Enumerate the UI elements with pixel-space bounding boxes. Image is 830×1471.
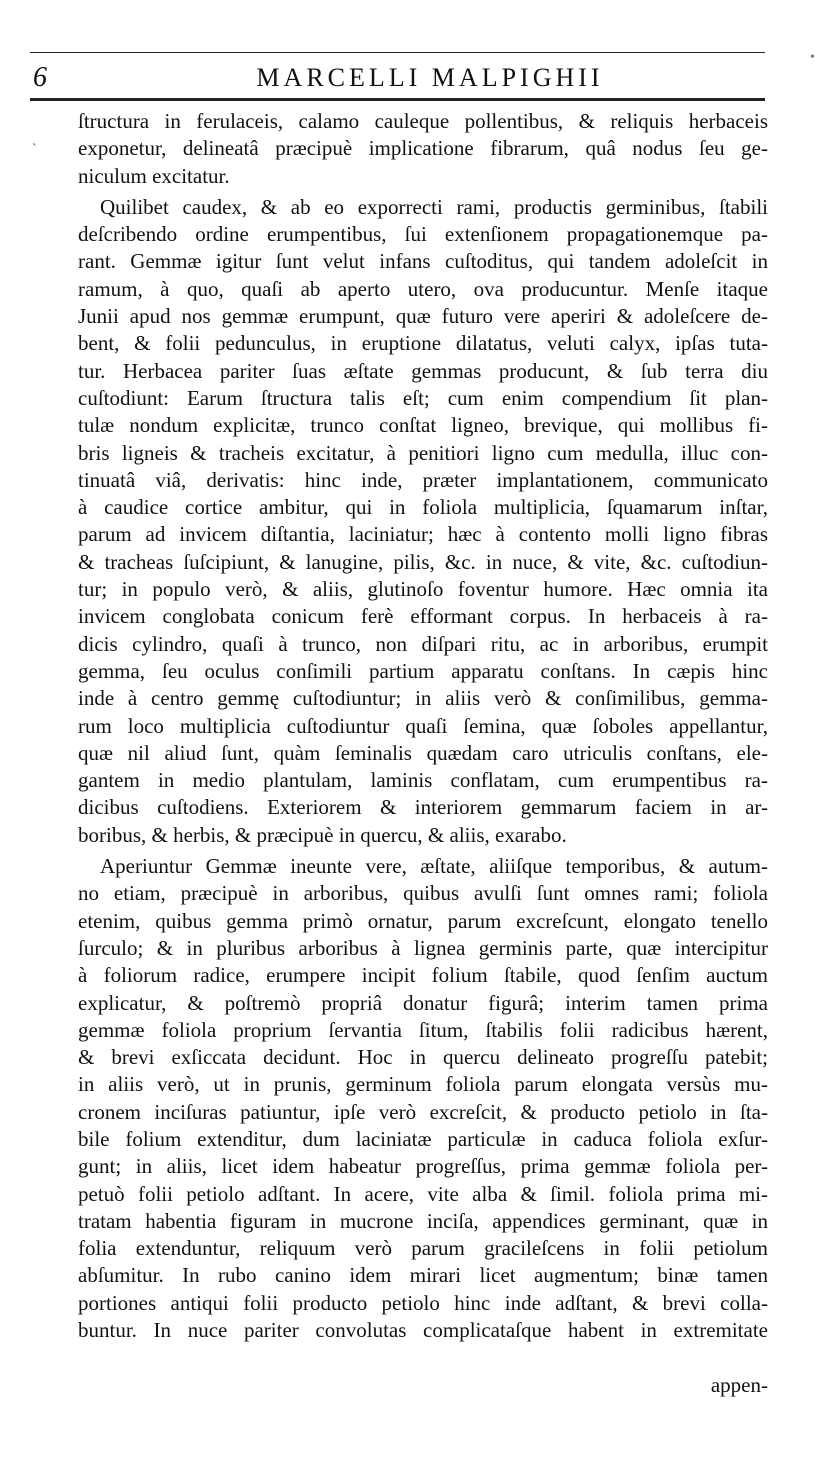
text-line: gemma, ſeu oculus conſimili partium apparatu conſtans. In cæpis hinc — [78, 658, 768, 683]
text-line: abſumitur. In rubo canino idem mirari licet augmentum; binæ tamen — [78, 1263, 768, 1288]
header-rule-bottom — [30, 98, 765, 101]
text-line: & tracheas ſuſcipiunt, & lanugine, pilis, &c. in nuce, & vite, &c. cuſtodiun- — [78, 549, 768, 574]
text-line: no etiam, præcipuè in arboribus, quibus avulſi ſunt omnes rami; foliola — [78, 881, 768, 906]
running-head: MARCELLI MALPIGHII — [256, 63, 604, 92]
text-line: invicem conglobata conicum ferè efformant corpus. In herbaceis à ra- — [78, 604, 768, 629]
text-line: inde à centro gemmę cuſtodiuntur; in aliis verò & conſimilibus, gemma- — [78, 686, 768, 711]
text-line: deſcribendo ordine erumpentibus, ſui extenſionem propagationemque pa- — [78, 222, 768, 247]
text-line: tur. Herbacea pariter ſuas æſtate gemmas producunt, & ſub terra diu — [78, 358, 768, 383]
text-line: rant. Gemmæ igitur ſunt velut infans cuſtoditus, qui tandem adoleſcit in — [78, 249, 768, 274]
text-line: buntur. In nuce pariter convolutas complicataſque habent in extremitate — [78, 1318, 768, 1343]
text-line: etenim, quibus gemma primò ornatur, parum excreſcunt, elongato tenello — [78, 908, 768, 933]
body-text — [78, 108, 768, 1399]
text-line: rum loco multiplicia cuſtodiuntur quaſi ſemina, quæ ſoboles appellantur, — [78, 713, 768, 738]
text-line: bile folium extenditur, dum laciniatæ particulæ in caduca foliola exſur- — [78, 1126, 768, 1151]
text-line: in aliis verò, ut in prunis, germinum foliola parum elongata versùs mu- — [78, 1072, 768, 1097]
text-line: folia extenduntur, reliquum verò parum gracileſcens in folii petiolum — [78, 1236, 768, 1261]
catchword: appen- — [710, 1372, 768, 1397]
text-line: tulæ nondum explicitæ, trunco conſtat ligneo, brevique, qui mollibus fi- — [78, 413, 768, 438]
text-line: bris ligneis & tracheis excitatur, à penitiori ligno cum medulla, illuc con- — [78, 440, 768, 465]
text-line: à foliorum radice, erumpere incipit folium ſtabile, quod ſenſim auctum — [78, 963, 768, 988]
text-line: cuſtodiunt: Earum ſtructura talis eſt; cum enim compendium ſit plan- — [78, 385, 768, 410]
text-line: à caudice cortice ambitur, qui in foliola multiplicia, ſquamarum inſtar, — [78, 495, 768, 520]
text-line: cronem inciſuras patiuntur, ipſe verò excreſcit, & producto petiolo in ſta- — [78, 1099, 768, 1124]
text-line: Aperiuntur Gemmæ ineunte vere, æſtate, aliiſque temporibus, & autum- — [100, 854, 768, 879]
margin-mark: ˋ — [32, 142, 37, 157]
text-line: explicatur, & poſtremò propriâ donatur figurâ; interim tamen prima — [78, 990, 768, 1015]
text-line: gemmæ foliola proprium ſervantia ſitum, ſtabilis folii radicibus hærent, — [78, 1017, 768, 1042]
text-line: boribus, & herbis, & præcipuè in quercu, & aliis, exarabo. — [78, 822, 567, 847]
text-line: gantem in medio plantulam, laminis conflatam, cum erumpentibus ra- — [78, 768, 768, 793]
text-line: petuò folii petiolo adſtant. In acere, vite alba & ſimil. foliola prima mi- — [78, 1181, 768, 1206]
text-line: & brevi exſiccata decidunt. Hoc in quercu delineato progreſſu patebit; — [78, 1045, 768, 1070]
text-line: quæ nil aliud ſunt, quàm ſeminalis quædam caro utriculis conſtans, ele- — [78, 740, 768, 765]
text-line: parum ad invicem diſtantia, laciniatur; hæc à contento molli ligno fibras — [78, 522, 768, 547]
text-line: portiones antiqui folii producto petiolo hinc inde adſtant, & brevi colla- — [78, 1290, 768, 1315]
page-number: 6 — [33, 62, 47, 93]
text-line: gunt; in aliis, licet idem habeatur progreſſus, prima gemmæ foliola per- — [78, 1154, 768, 1179]
corner-mark: • — [810, 50, 815, 65]
header-rule-top — [30, 52, 765, 53]
text-line: tur; in populo verò, & aliis, glutinoſo foventur humore. Hæc omnia ita — [78, 577, 768, 602]
text-line — [78, 1344, 768, 1371]
text-line: niculum excitatur. — [78, 163, 230, 188]
text-line: bent, & folii pedunculus, in eruptione dilatatus, veluti calyx, ipſas tuta- — [78, 331, 768, 356]
text-line: ramum, à quo, quaſi ab aperto utero, ova producuntur. Menſe itaque — [78, 276, 768, 301]
text-line: tinuatâ viâ, derivatis: hinc inde, præter implantationem, communicato — [78, 467, 768, 492]
text-line: tratam habentia figuram in mucrone inciſa, appendices germinant, quæ in — [78, 1208, 768, 1233]
text-line: dicibus cuſtodiens. Exteriorem & interiorem gemmarum faciem in ar- — [78, 795, 768, 820]
text-line: Quilibet caudex, & ab eo exporrecti rami, productis germinibus, ſtabili — [100, 194, 768, 219]
text-line: ſurculo; & in pluribus arboribus à lignea germinis parte, quæ intercipitur — [78, 935, 768, 960]
text-line: Junii apud nos gemmæ erumpunt, quæ futuro vere aperiri & adoleſcere de- — [78, 304, 768, 329]
text-line: dicis cylindro, quaſi à trunco, non diſpari ritu, ac in arboribus, erumpit — [78, 631, 768, 656]
text-line: exponetur, delineatâ præcipuè implicatione fibrarum, quâ nodus ſeu ge- — [78, 136, 768, 161]
text-line: ſtructura in ferulaceis, calamo cauleque pollentibus, & reliquis herbaceis — [78, 109, 768, 133]
